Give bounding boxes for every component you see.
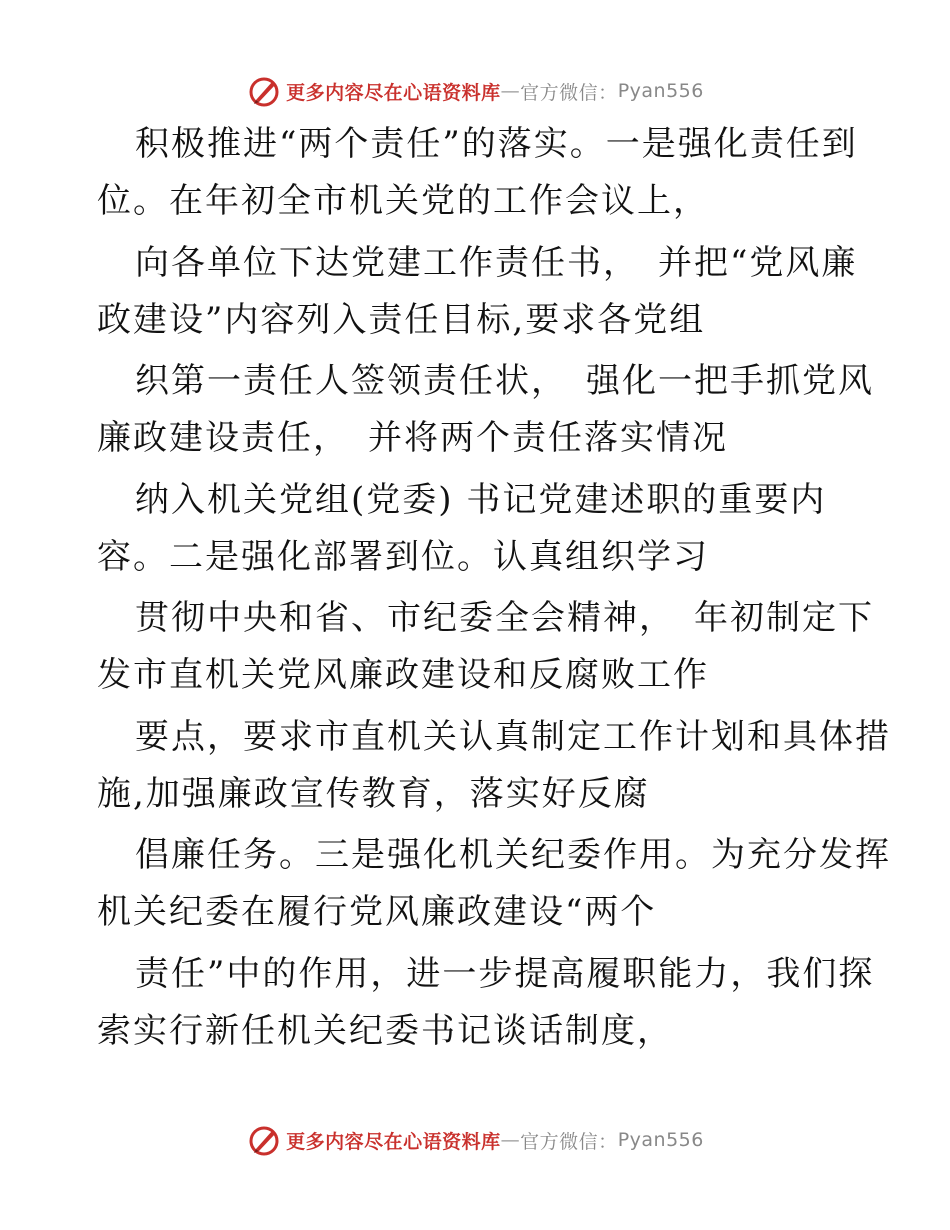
paragraph-line-first: 向各单位下达党建工作责任书， 并把“党风廉 [135, 243, 858, 283]
watermark-wechat-id: Pyan556 [617, 1129, 704, 1151]
paragraph-line-continuation: 位。在年初全市机关党的工作会议上， [97, 181, 709, 221]
footer-watermark [0, 1120, 950, 1160]
paragraph-line-continuation: 索实行新任机关纪委书记谈话制度， [97, 1011, 673, 1051]
watermark-site-text: 更多内容尽在心语资料库 [286, 1130, 501, 1153]
watermark-site-text: 更多内容尽在心语资料库 [286, 81, 501, 104]
pen-logo-icon [246, 1122, 282, 1158]
paragraph-line-continuation: 机关纪委在履行党风廉政建设“两个 [97, 892, 657, 932]
paragraph-line-continuation: 政建设”内容列入责任目标,要求各党组 [97, 300, 706, 340]
watermark-wechat-label: 官方微信： [520, 81, 618, 104]
header-watermark [0, 71, 950, 111]
paragraph-line-continuation: 廉政建设责任， 并将两个责任落实情况 [97, 418, 728, 458]
paragraph-line-first: 贯彻中央和省、市纪委全会精神， 年初制定下 [135, 598, 874, 638]
pen-logo-icon [246, 73, 282, 109]
paragraph-line-first: 要点，要求市直机关认真制定工作计划和具体措 [135, 717, 891, 757]
paragraph-line-first: 织第一责任人签领责任状， 强化一把手抓党风 [135, 361, 874, 401]
paragraph-line-first: 纳入机关党组(党委) 书记党建述职的重要内 [135, 480, 827, 520]
watermark-wechat-id: Pyan556 [617, 80, 704, 102]
paragraph-line-first: 积极推进“两个责任”的落实。一是强化责任到 [135, 124, 858, 164]
paragraph-line-continuation: 施,加强廉政宣传教育，落实好反腐 [97, 774, 650, 814]
watermark-separator: — [500, 80, 521, 102]
paragraph-line-first: 倡廉任务。三是强化机关纪委作用。为充分发挥 [135, 835, 891, 875]
paragraph-line-continuation: 容。二是强化部署到位。认真组织学习 [97, 537, 709, 577]
watermark-wechat-label: 官方微信： [520, 1130, 618, 1153]
paragraph-line-first: 责任”中的作用，进一步提高履职能力，我们探 [135, 954, 875, 994]
paragraph-line-continuation: 发市直机关党风廉政建设和反腐败工作 [97, 655, 709, 695]
watermark-separator: — [500, 1129, 521, 1151]
